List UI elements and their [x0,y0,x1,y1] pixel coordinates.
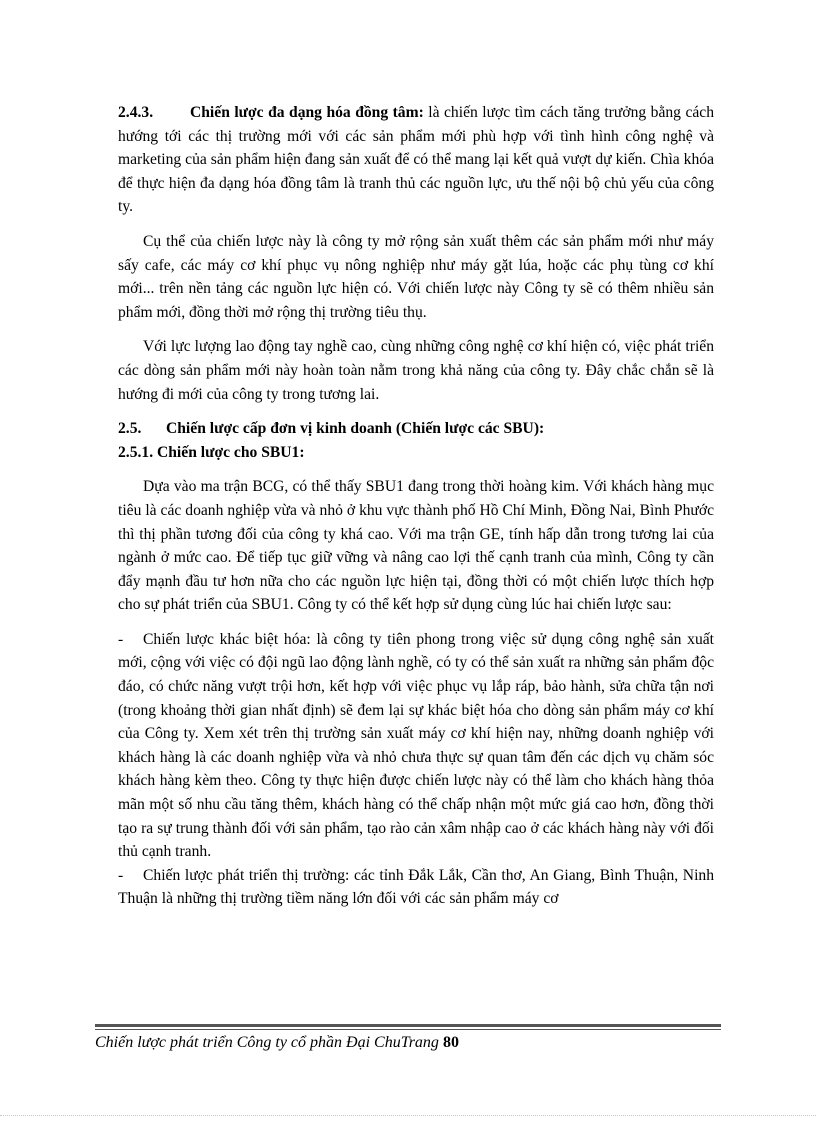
section-2-5-number: 2.5. [118,420,142,438]
section-2-4-3-paragraph-3: Với lực lượng lao động tay nghề cao, cùng những công nghệ cơ khí hiện có, việc phát triển các dòng sản phẩm mới này hoàn toàn nằm trong khả năng của công ty. Đây chắc chắn sẽ là hướng đi mới của công ty trong tương lai. [118,338,714,403]
page-footer [95,1032,459,1054]
bullet-market-development [118,864,714,911]
section-2-5-1-number: 2.5.1. [118,443,154,461]
section-2-4-3-number: 2.4.3. [118,104,154,121]
bullet-market-development-text: Chiến lược phát triển thị trường: các tỉnh Đắk Lắk, Cần thơ, An Giang, Bình Thuận, Ninh Thuận là những thị trường tiềm năng lớn đối với các sản phẩm máy cơ [118,866,714,908]
section-2-5-1-heading [118,441,714,465]
footer-rule [95,1024,721,1030]
page-body [118,101,714,911]
section-2-4-3-paragraph-2: Cụ thể của chiến lược này là công ty mở rộng sản xuất thêm các sản phẩm mới như máy sấy cafe, các máy cơ khí phục vụ nông nghiệp như máy gặt lúa, hoặc các phụ tùng cơ khí mới... trên nền tảng các nguồn lực hiện có. Với chiến lược này Công ty sẽ có thêm nhiều sản phẩm mới, đồng thời mở rộng thị trường tiêu thụ. [118,232,714,321]
section-2-5-1-paragraph-1: Dựa vào ma trận BCG, có thể thấy SBU1 đang trong thời hoàng kim. Với khách hàng mục tiêu là các doanh nghiệp vừa và nhỏ ở khu vực thành phố Hồ Chí Minh, Đồng Nai, Bình Phước thì thị phần tương đối của công ty khá cao. Với ma trận GE, tính hấp dẫn trong tương lai của ngành ở mức cao. Để tiếp tục giữ vững và nâng cao lợi thế cạnh tranh của mình, Công ty cần đẩy mạnh đầu tư hơn nữa cho các nguồn lực hiện tại, đồng thời có một chiến lược thích hợp cho sự phát triển của SBU1. Công ty có thể kết hợp sử dụng cùng lúc hai chiến lược sau: [118,478,714,614]
section-2-4-3-title: Chiến lược đa dạng hóa đồng tâm: [190,104,424,121]
bullet-dash: - [118,630,124,648]
section-2-4-3-text: là chiến lược tìm cách tăng trưởng bằng cách hướng tới các thị trường mới với các sản phẩm mới phù hợp với tình hình công nghệ và marketing của sản phẩm hiện đang sản xuất để có thể mang lại kết quả vượt dự kiến. Chìa khóa để thực hiện đa dạng hóa đồng tâm là tranh thủ các nguồn lực, ưu thế nội bộ chủ yếu của công ty. [118,104,714,216]
section-2-5-title: Chiến lược cấp đơn vị kinh doanh (Chiến lược các SBU): [166,420,545,438]
bullet-dash: - [118,866,124,884]
page-number: 80 [442,1034,459,1051]
page-edge-dotted-line [0,1115,816,1116]
footer-title: Chiến lược phát triển Công ty cổ phần Đại ChuTrang [95,1034,439,1051]
section-2-4-3-paragraph [118,101,714,219]
section-2-5-1-title: Chiến lược cho SBU1: [157,443,305,461]
bullet-differentiation [118,628,714,864]
section-2-5-heading [118,417,714,441]
bullet-differentiation-text: Chiến lược khác biệt hóa: là công ty tiên phong trong việc sử dụng công nghệ sản xuất mới, cộng với việc có đội ngũ lao động lành nghề, có ty có thể sản xuất ra những sản phẩm độc đáo, có chức năng vượt trội hơn, kết hợp với việc phục vụ lắp ráp, bảo hành, sửa chữa tận nơi (trong khoảng thời gian nhất định) sẽ đem lại sự khác biệt hóa cho dòng sản phẩm máy cơ khí của Công ty. Xem xét trên thị trường sản xuất máy cơ khí hiện nay, những doanh nghiệp với khách hàng là các doanh nghiệp vừa và nhỏ chưa thực sự quan tâm đến các dịch vụ chăm sóc khách hàng kèm theo. Công ty thực hiện được chiến lược này có thể làm cho khách hàng thỏa mãn một số nhu cầu tăng thêm, khách hàng có thể chấp nhận một mức giá cao hơn, đồng thời tạo ra sự trung thành đối với sản phẩm, tạo rào cản xâm nhập cao ở các khách hàng này với đối thủ cạnh tranh. [118,630,714,861]
